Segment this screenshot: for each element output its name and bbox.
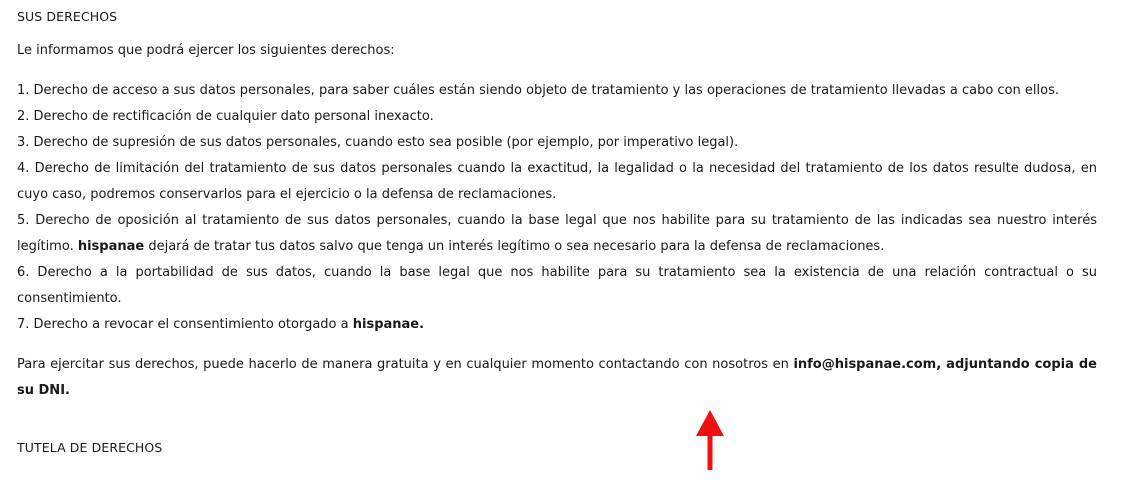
- right-item-limitation: 4. Derecho de limitación del tratamiento de sus datos personales cuando la exactitud, la legalidad o la necesidad del tratamiento de los datos resulte dudosa, en cuyo caso, podremos conservarlos para el ejercicio o la defensa de reclamaciones.: [17, 161, 1097, 202]
- right-item-rectification: 2. Derecho de rectificación de cualquier dato personal inexacto.: [17, 109, 434, 124]
- tutela-heading: TUTELA DE DERECHOS: [17, 440, 163, 455]
- red-arrow-icon: [694, 408, 726, 472]
- right-item-erasure: 3. Derecho de supresión de sus datos personales, cuando esto sea posible (por ejemplo, por imperativo legal).: [17, 135, 739, 150]
- company-name-bold-revoke: hispanae.: [352, 317, 425, 332]
- rights-list: [17, 78, 1097, 338]
- company-name-bold: hispanae: [77, 239, 145, 254]
- right-item-objection: [17, 208, 1097, 260]
- contact-paragraph: [17, 352, 1097, 404]
- rights-intro: Le informamos que podrá ejercer los siguientes derechos:: [17, 43, 395, 58]
- revoke-text-before: 7. Derecho a revocar el consentimiento otorgado a: [17, 317, 353, 332]
- right-item-access: 1. Derecho de acceso a sus datos personales, para saber cuáles están siendo objeto de tratamiento y las operaciones de tratamiento llevadas a cabo con ellos.: [17, 83, 1059, 98]
- rights-heading: SUS DERECHOS: [17, 9, 118, 24]
- right-item-revoke: [17, 312, 1097, 338]
- contact-email-bold: info@hispanae.com, adjuntando copia de su DNI.: [17, 357, 1097, 398]
- objection-text-after: dejará de tratar tus datos salvo que tenga un interés legítimo o sea necesario para la defensa de reclamaciones.: [144, 239, 885, 254]
- objection-text-before: 5. Derecho de oposición al tratamiento de sus datos personales, cuando la base legal que nos habilite para su tratamiento de las indicadas sea nuestro interés legítimo.: [17, 213, 1097, 254]
- contact-text: Para ejercitar sus derechos, puede hacerlo de manera gratuita y en cualquier momento contactando con nosotros en: [17, 357, 794, 372]
- arrow-shaft: [708, 434, 713, 470]
- arrow-head: [696, 410, 724, 436]
- privacy-policy-content: [17, 0, 1097, 456]
- right-item-portability: 6. Derecho a la portabilidad de sus datos, cuando la base legal que nos habilite para su tratamiento sea la existencia de una relación contractual o su consentimiento.: [17, 265, 1097, 306]
